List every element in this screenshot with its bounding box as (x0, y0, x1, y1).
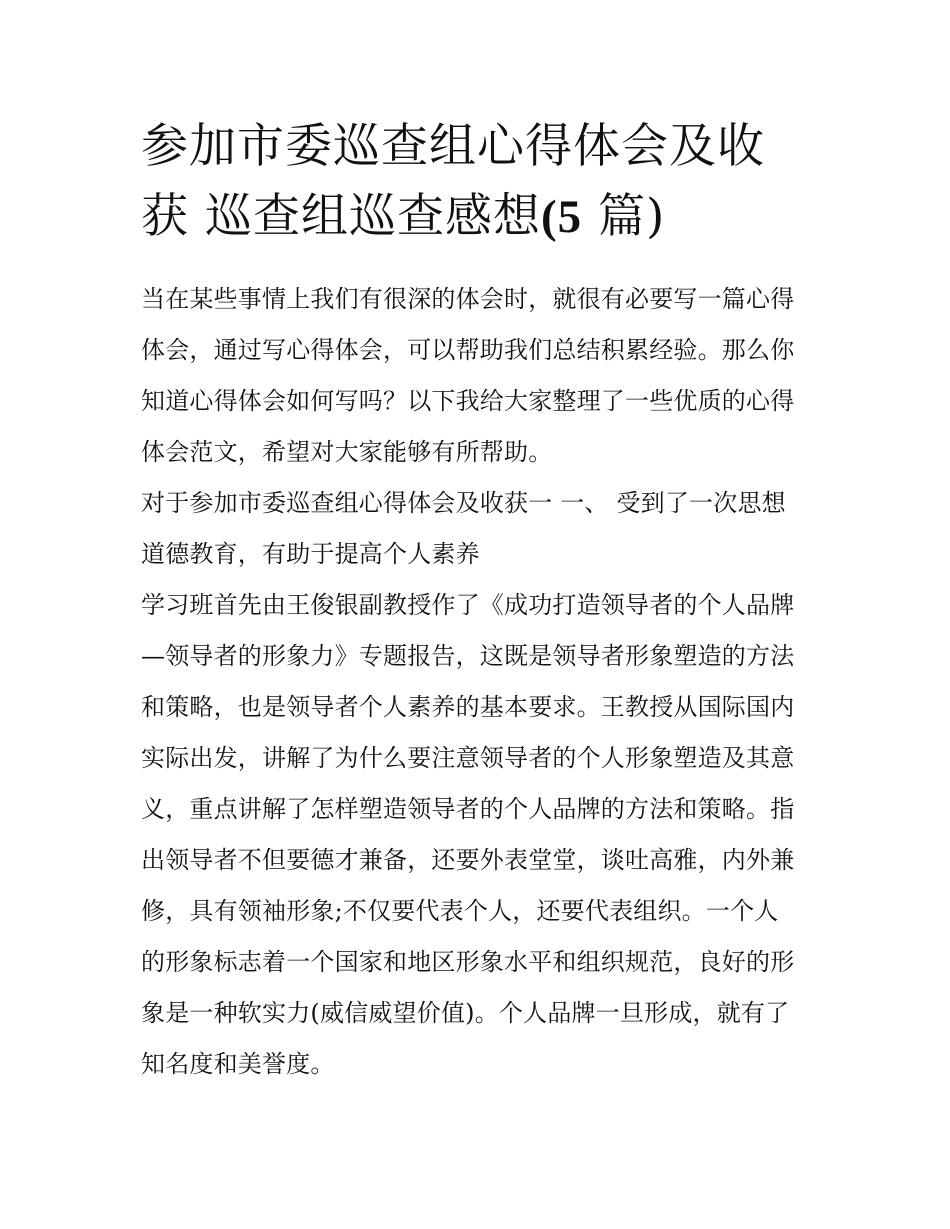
paragraph-intro (141, 274, 813, 478)
paragraph-line: 的形象标志着一个国家和地区形象水平和组织规范，良好的形 (141, 948, 795, 976)
document-content (141, 112, 813, 1090)
paragraph-body (141, 580, 813, 1090)
paragraph-line: 实际出发，讲解了为什么要注意领导者的个人形象塑造及其意 (141, 744, 795, 772)
paragraph-line: 和策略，也是领导者个人素养的基本要求。王教授从国际国内 (141, 693, 795, 721)
paragraph-section-heading (141, 478, 813, 580)
title-line-2-text: 获 巡查组巡查感想 (141, 189, 541, 244)
document-title (141, 112, 813, 252)
paragraph-line: 知道心得体会如何写吗？以下我给大家整理了一些优质的心得 (141, 387, 795, 415)
title-count-close: 篇) (598, 189, 666, 244)
paragraph-line: 体会范文，希望对大家能够有所帮助。 (141, 438, 553, 466)
title-line-1: 参加市委巡查组心得体会及收 (141, 119, 765, 174)
paragraph-line: 修，具有领袖形象;不仅要代表个人，还要代表组织。一个人 (141, 897, 779, 925)
paragraph-line: 象是一种软实力(威信威望价值)。个人品牌一旦形成，就有了 (141, 999, 790, 1027)
paragraph-line: 道德教育，有助于提高个人素养 (141, 540, 480, 568)
paragraph-line: 对于参加市委巡查组心得体会及收获一 一、 受到了一次思想 (141, 489, 786, 517)
paragraph-line: 体会，通过写心得体会，可以帮助我们总结积累经验。那么你 (141, 336, 795, 364)
paragraph-line: 当在某些事情上我们有很深的体会时，就很有必要写一篇心得 (141, 285, 795, 313)
paragraph-line: 出领导者不但要德才兼备，还要外表堂堂，谈吐高雅，内外兼 (141, 846, 795, 874)
document-body (141, 274, 813, 1090)
title-line-2 (141, 182, 813, 252)
paragraph-line: 义，重点讲解了怎样塑造领导者的个人品牌的方法和策略。指 (141, 795, 795, 823)
title-count-open: (5 (540, 191, 583, 243)
paragraph-line: 知名度和美誉度。 (141, 1050, 335, 1078)
paragraph-line: 学习班首先由王俊银副教授作了《成功打造领导者的个人品牌 (141, 591, 795, 619)
paragraph-line: —领导者的形象力》专题报告，这既是领导者形象塑造的方法 (141, 642, 795, 670)
